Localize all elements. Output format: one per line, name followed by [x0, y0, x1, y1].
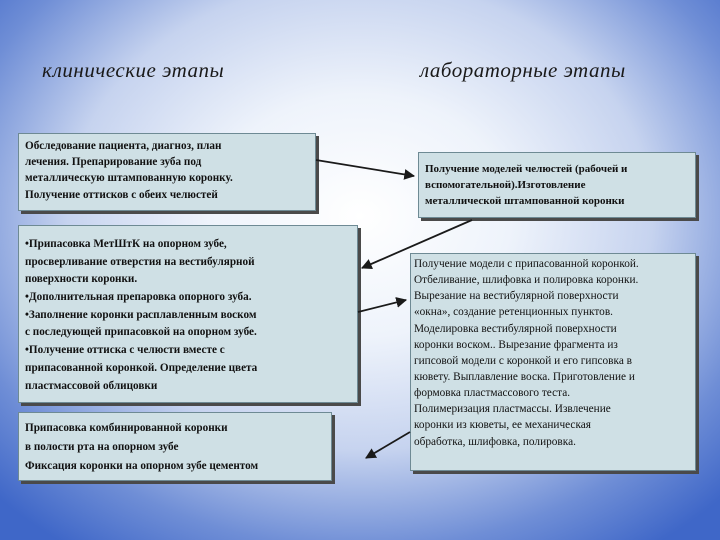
step-text-line: припасованной коронкой. Определение цвета: [25, 361, 258, 374]
step-text-line: обработка, шлифовка, полировка.: [414, 435, 576, 448]
step-text-line: Вырезание на вестибулярной поверхности: [414, 290, 619, 303]
step-text-line: «окна», создание ретенционных пунктов.: [414, 306, 613, 319]
step-text-line: металлической штампованной коронки: [425, 194, 625, 207]
step-text-line: вспомогательной).Изготовление: [425, 178, 586, 191]
arrow-lab1-to-clinical2: [362, 220, 472, 268]
step-text-line: металлическую штампованную коронку.: [25, 172, 233, 185]
step-text-line: формовка пластмассового теста.: [414, 387, 571, 400]
step-text-line: •Получение оттиска с челюсти вместе с: [25, 344, 225, 357]
step-text-line: с последующей припасовкой на опорном зубе.: [25, 326, 257, 339]
step-text-line: Моделировка вестибулярной поверхности: [414, 322, 617, 335]
step-text-line: •Дополнительная препаровка опорного зуба.: [25, 291, 252, 304]
step-text-line: просверливание отверстия на вестибулярной: [25, 255, 255, 268]
step-text-line: Фиксация коронки на опорном зубе цементом: [25, 460, 259, 473]
arrow-clinical1-to-lab1: [316, 160, 414, 176]
step-text-line: Получение оттисков с обеих челюстей: [25, 188, 218, 201]
step-text-line: •Припасовка МетШтК на опорном зубе,: [25, 238, 227, 250]
step-text-line: Получение модели с припасованной коронкой.: [414, 258, 639, 270]
clinical-stages-heading: клинические этапы: [42, 58, 225, 82]
step-text-line: коронки из кюветы, ее механическая: [414, 419, 591, 432]
laboratory-stages-heading: лабораторные этапы: [420, 58, 626, 82]
step-text-line: Получение моделей челюстей (рабочей и: [425, 163, 628, 175]
step-text-line: в полости рта на опорном зубе: [25, 441, 179, 454]
step-text-line: Припасовка комбинированной коронки: [25, 422, 228, 434]
step-text-line: •Заполнение коронки расплавленным воском: [25, 308, 257, 321]
arrow-lab2-to-clinical3: [366, 432, 410, 458]
step-text-line: кювету. Выплавление воска. Приготовление и: [414, 370, 635, 383]
step-text-line: Отбеливание, шлифовка и полировка коронки.: [414, 274, 639, 287]
step-text-line: лечения. Препарирование зуба под: [25, 156, 202, 169]
step-text-line: Полимеризация пластмассы. Извлечение: [414, 403, 611, 416]
step-text-line: гипсовой модели с коронкой и его гипсовка в: [414, 354, 632, 367]
step-text-line: коронки воском.. Вырезание фрагмента из: [414, 338, 618, 351]
step-text-line: пластмассовой облицовки: [25, 379, 158, 392]
step-text-line: поверхности коронки.: [25, 273, 138, 286]
arrow-clinical2-to-lab2: [358, 300, 406, 312]
step-text-line: Обследование пациента, диагноз, план: [25, 140, 222, 152]
